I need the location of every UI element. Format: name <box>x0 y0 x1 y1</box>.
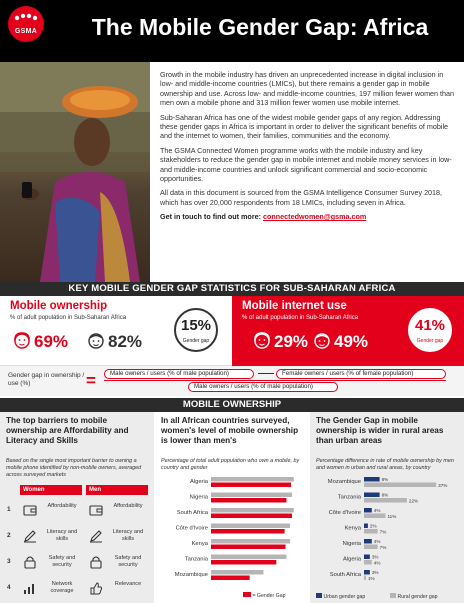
formula-male-term: Male owners / users (% of male population) <box>104 369 254 379</box>
women-column-header: Women <box>20 485 82 495</box>
barriers-heading: The top barriers to mobile ownership are Affordability and Literacy and Skills <box>6 416 129 445</box>
rural-bar <box>364 529 378 534</box>
men-bar <box>211 570 263 575</box>
men-column-header: Men <box>86 485 148 495</box>
country-label: Kenya <box>191 541 208 547</box>
women-bar <box>211 483 291 488</box>
country-label: Nigeria <box>189 494 208 501</box>
country-chart-heading: In all African countries surveyed, women's level of mobile ownership is lower than men's <box>161 416 299 445</box>
rural-chart-heading: The Gender Gap in mobile ownership is wider in rural areas than urban areas <box>316 416 444 445</box>
thumbs-icon <box>88 580 104 596</box>
gender-gap-formula <box>0 366 464 396</box>
barrier-row <box>0 576 154 602</box>
intro-paragraph: Sub-Saharan Africa has one of the widest mobile gender gaps of any region. Addressing these gender gaps in Africa is important in order to deliver the significant benefits of mobile and the internet to women, their families, communities and the economy. <box>160 112 449 141</box>
barrier-row <box>0 498 154 524</box>
men-bar <box>211 477 294 482</box>
country-label: Mozambique <box>327 479 361 485</box>
barrier-rank: 2 <box>7 532 11 539</box>
country-label: Algeria <box>189 479 208 485</box>
woman-face-icon <box>12 331 32 351</box>
rural-value-label: 1% <box>367 575 375 581</box>
formula-division-line <box>104 380 446 381</box>
barriers-panel <box>0 412 154 603</box>
urban-bar <box>364 539 372 544</box>
gap-legend-swatch <box>243 592 251 597</box>
men-bar <box>211 539 290 544</box>
woman-face-icon <box>252 331 272 351</box>
wallet-icon <box>88 502 104 518</box>
rural-bar <box>364 498 407 503</box>
barrier-men-label: Relevance <box>114 581 142 587</box>
women-bar <box>211 529 285 534</box>
urban-value-label: 4% <box>373 539 381 544</box>
barrier-women-label: Literacy and skills <box>46 529 78 542</box>
country-label: Côte d'Ivoire <box>328 510 361 516</box>
gender-gap-legend <box>243 592 285 599</box>
man-face-icon <box>86 331 106 351</box>
urban-bar <box>364 570 370 575</box>
hero-photo <box>0 62 150 282</box>
rural-value-label: 4% <box>373 560 381 566</box>
barrier-row <box>0 550 154 576</box>
formula-label: Gender gap in ownership / use (%) <box>8 372 85 387</box>
pencil-icon <box>88 528 104 544</box>
rural-legend <box>390 593 438 600</box>
rural-bar <box>364 483 436 488</box>
women-bar <box>211 545 286 550</box>
formula-equals: = <box>86 371 96 390</box>
intro-text <box>160 70 458 227</box>
country-label: Côte d'Ivoire <box>175 525 208 532</box>
internet-female-percent: 29% <box>274 332 309 351</box>
intro-paragraph: The GSMA Connected Women programme works with the mobile industry and key stakeholders to reduce the gender gap in mobile internet and mobile money services in low- and middle-income countries and unlock significant commercial and socio-economic opportunities. <box>160 145 452 184</box>
signal-icon <box>22 580 38 596</box>
woman-with-phone-image <box>0 62 150 282</box>
barrier-women-label: Safety and security <box>48 555 76 568</box>
country-ownership-panel <box>155 412 309 603</box>
barrier-men-label: Affordability <box>113 503 143 509</box>
contact-line <box>160 212 458 221</box>
ownership-gap-label: Gender gap <box>182 338 210 344</box>
country-label: Mozambique <box>174 572 208 578</box>
gsma-logo <box>8 6 44 42</box>
page-title: The Mobile Gender Gap: Africa <box>91 14 429 40</box>
urban-bar <box>364 508 372 513</box>
urban-value-label: 3% <box>371 570 379 575</box>
rural-bar <box>364 560 372 565</box>
women-bar <box>211 576 250 581</box>
rural-bar <box>364 576 366 581</box>
urban-legend-label: Urban gender gap <box>323 594 366 600</box>
country-label: Nigeria <box>342 541 361 547</box>
rural-legend-swatch <box>390 593 396 598</box>
internet-title: Mobile internet use <box>242 300 347 312</box>
country-label: South Africa <box>176 510 208 516</box>
formula-minus-sign <box>258 373 274 374</box>
internet-gap-label: Gender gap <box>416 338 444 344</box>
country-label: Algeria <box>342 556 361 563</box>
barrier-women-label: Affordability <box>47 503 77 509</box>
country-label: South Africa <box>329 572 361 578</box>
pencil-icon <box>22 528 38 544</box>
contact-label: Get in touch to find out more: <box>160 212 262 222</box>
key-stats-heading: KEY MOBILE GENDER GAP STATISTICS FOR SUB-SAHARAN AFRICA <box>0 282 464 296</box>
barrier-women-label: Network coverage <box>50 581 74 594</box>
barrier-rank: 4 <box>7 584 11 591</box>
rural-value-label: 11% <box>387 513 397 519</box>
formula-female-term: Female owners / users (% of female population) <box>276 369 446 379</box>
header-bar <box>0 0 464 62</box>
women-bar <box>211 498 286 503</box>
internet-gap-value: 41% <box>414 317 446 334</box>
man-face-icon <box>312 331 332 351</box>
ownership-title: Mobile ownership <box>10 300 108 312</box>
barrier-men-label: Safety and security <box>114 555 142 568</box>
intro-paragraph: All data in this document is sourced from the GSMA Intelligence Consumer Survey 2018, which has over 20,000 respondents from 18 LMICs, including seven in Africa. <box>160 188 443 207</box>
rural-urban-panel <box>310 412 464 603</box>
ownership-gap-value: 15% <box>180 317 212 334</box>
men-bar <box>211 508 294 513</box>
country-label: Tanzania <box>337 494 361 501</box>
rural-value-label: 37% <box>438 482 448 488</box>
urban-bar <box>364 493 380 498</box>
men-bar <box>211 555 286 560</box>
internet-male-percent: 49% <box>334 332 369 351</box>
logo-dots-icon <box>11 10 41 24</box>
contact-email-link[interactable]: connectedwomen@gsma.com <box>263 212 367 222</box>
barrier-rank: 3 <box>7 558 11 565</box>
ownership-subtitle: % of adult population in Sub-Saharan Africa <box>10 315 127 321</box>
rural-bar <box>364 514 385 519</box>
urban-value-label: 3% <box>371 554 379 560</box>
barrier-rank: 1 <box>7 506 11 513</box>
barrier-men-label: Literacy and skills <box>112 529 144 542</box>
urban-bar <box>364 555 370 560</box>
internet-subtitle: % of adult population in Sub-Saharan Africa <box>242 315 359 321</box>
barrier-row <box>0 524 154 550</box>
urban-legend <box>316 593 365 600</box>
rural-value-label: 7% <box>379 544 387 550</box>
internet-gap-circle <box>408 308 452 352</box>
rural-chart-subtitle: Percentage difference in rate of mobile ownership by men and women in urban and rural areas, by country <box>316 458 454 471</box>
urban-legend-swatch <box>316 593 322 598</box>
lock-icon <box>88 554 104 570</box>
rural-bar <box>364 545 378 550</box>
urban-value-label: 8% <box>381 477 389 482</box>
urban-value-label: 4% <box>373 508 381 513</box>
ownership-female-percent: 69% <box>34 332 69 351</box>
mobile-ownership-heading: MOBILE OWNERSHIP <box>0 398 464 412</box>
gap-legend-label: = Gender Gap <box>252 593 286 599</box>
wallet-icon <box>22 502 38 518</box>
country-label: Kenya <box>344 525 361 532</box>
rural-urban-chart <box>310 412 464 603</box>
men-bar <box>211 493 292 498</box>
men-bar <box>211 524 290 529</box>
urban-bar <box>364 477 380 482</box>
lock-icon <box>22 554 38 570</box>
country-label: Tanzania <box>184 556 208 563</box>
ownership-male-percent: 82% <box>108 332 143 351</box>
urban-value-label: 2% <box>369 523 377 529</box>
rural-legend-label: Rural gender gap <box>397 594 438 600</box>
mobile-internet-stat <box>232 296 464 366</box>
women-bar <box>211 560 276 565</box>
country-ownership-chart <box>155 412 309 603</box>
logo-text: GSMA <box>14 28 38 35</box>
urban-value-label: 8% <box>381 492 389 498</box>
rural-value-label: 7% <box>379 529 387 535</box>
rural-value-label: 22% <box>408 498 419 504</box>
intro-paragraph: Growth in the mobile industry has driven an unprecedented increase in digital inclusion in low- and middle-income countries (LMICs), but there remains a gender gap in mobile ownership and use. Across low- and middle-income countries, 197 million fewer women than men own a mobile phone and 313 million fewer women use mobile internet. <box>160 70 455 108</box>
mobile-ownership-stat <box>0 296 232 366</box>
ownership-gap-circle <box>174 308 218 352</box>
women-bar <box>211 514 292 519</box>
formula-denominator: Male owners / users (% of male population) <box>188 382 338 392</box>
country-chart-subtitle: Percentage of total adult population who own a mobile, by country and gender <box>161 458 300 471</box>
urban-bar <box>364 524 368 529</box>
barriers-subtitle: Based on the single most important barrier to owning a mobile phone identified by non-mobile owners, averaged across surveyed markets <box>6 458 142 478</box>
